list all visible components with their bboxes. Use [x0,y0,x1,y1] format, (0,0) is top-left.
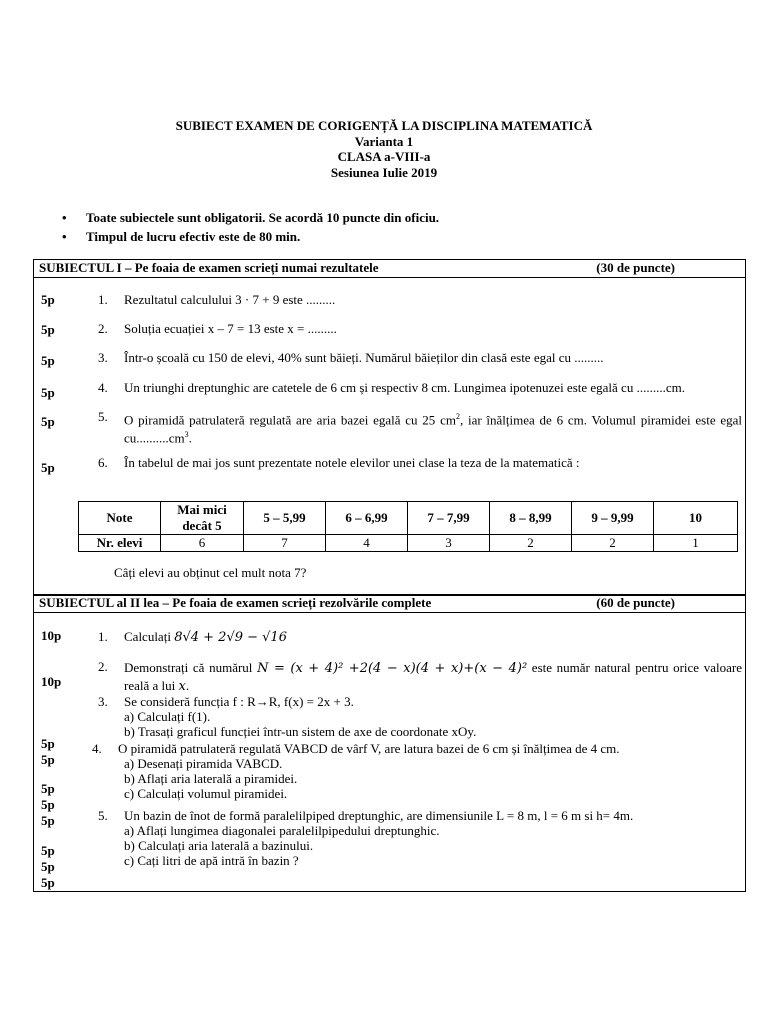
question-1: 1. Rezultatul calculului 3 · 7 + 9 este ......... [98,292,336,307]
item-points: 5p [41,843,55,858]
item-points: 10p [41,628,62,643]
item-points: 5p [41,797,55,812]
table-header: Mai mici decât 5 [161,502,244,535]
section-1 [33,259,746,596]
section-2-title-bar [34,595,745,613]
problem-4: 4. O piramidă patrulateră regulată VABCD de vârf V, are latura bazei de 6 cm și înălțimea de 4 cm. a) Desenați piramida VABCD. b) Aflați aria laterală a piramidei. c) Calculați volumul piramidei. [92,741,620,801]
item-points: 5p [41,292,55,307]
question-5: 5. O piramidă patrulateră regulată are aria bazei egală cu 25 $cm^2$, iar înălțimea de 6 cm. Volumul piramidei este egal $cu..........cm^3$. [98,409,742,446]
exam-title: SUBIECT EXAMEN DE CORIGENȚĂ LA DISCIPLINA MATEMATICĂ [175,118,593,133]
section-1-title-bar [34,260,745,278]
grades-table [78,501,738,552]
item-points: 5p [41,859,55,874]
question-6: 6. În tabelul de mai jos sunt prezentate notele elevilor unei clase la teza de la matematică : [98,455,580,470]
exam-class: CLASA a-VIII-a [337,149,431,164]
exam-header [0,118,768,180]
exam-session: Sesiunea Iulie 2019 [330,164,438,180]
section-2-points: (60 de puncte) [596,595,675,610]
exam-variant: Varianta 1 [354,133,414,149]
item-points: 5p [41,781,55,796]
section-2-title: SUBIECTUL al II lea – Pe foaia de examen scrieți rezolvările complete [39,595,432,610]
item-points: 5p [41,385,55,400]
question-6-ask: Câți elevi au obținut cel mult nota 7? [114,565,307,580]
table-header: 9 – 9,99 [572,502,654,535]
item-points: 5p [41,736,55,751]
table-header: 6 – 6,99 [326,502,408,535]
item-points: 5p [41,353,55,368]
item-points: 5p [41,322,55,337]
item-points: 5p [41,460,55,475]
problem-3: 3. Se consideră funcția f : R→R, f(x) = 2x + 3. a) Calculați f(1). b) Trasați graficul funcției într-un sistem de axe de coordonate xOy. [98,694,477,739]
instruction-item: • Toate subiectele sunt obligatorii. Se acordă 10 puncte din oficiu. [62,210,440,225]
table-cell: 7 [244,535,326,552]
instruction-item: • Timpul de lucru efectiv este de 80 min. [62,229,301,244]
item-points: 5p [41,813,55,828]
item-points: 5p [41,752,55,767]
question-3: 3. Într-o școală cu 150 de elevi, 40% sunt băieți. Numărul băieților din clasă este egal cu ......... [98,350,604,365]
item-points: 10p [41,674,62,689]
instructions [62,210,439,248]
table-cell: Nr. elevi [79,535,161,552]
formula: N = (x + 4)² +2(4 − x)(4 + x)+(x − 4)² [257,661,528,676]
table-cell: 1 [654,535,738,552]
table-cell: 3 [408,535,490,552]
table-cell: 2 [572,535,654,552]
problem-5: 5. Un bazin de înot de formă paralelilpiped dreptunghic, are dimensiunile L = 8 m, l = 6 m si h= 4m. a) Aflați lungimea diagonalei paralelilpipedului dreptunghic. b) Calculați aria laterală a bazinului. c) Cați litri de apă intră în bazin ? [98,808,634,868]
question-2: 2. Soluția ecuației x – 7 = 13 este x = ......... [98,321,337,336]
table-header: 5 – 5,99 [244,502,326,535]
problem-2: 2. Demonstrați că numărul N = (x + 4)² +2(4 − x)(4 + x)+(x − 4)² este număr natural pentru orice valoare reală a lui x. [98,659,742,694]
table-header: Note [79,502,161,535]
problem-1: 1. Calculați 8√4 + 2√9 − √16 [98,629,287,645]
item-points: 5p [41,875,55,890]
table-cell: 6 [161,535,244,552]
bullet-icon: • [62,229,67,244]
section-1-points: (30 de puncte) [596,260,675,275]
table-cell: 4 [326,535,408,552]
section-1-title: SUBIECTUL I – Pe foaia de examen scrieți numai rezultatele [39,260,379,275]
question-4: 4. Un triunghi dreptunghic are catetele de 6 cm și respectiv 8 cm. Lungimea ipotenuzei este egală cu .........cm. [98,380,685,395]
table-header: 7 – 7,99 [408,502,490,535]
table-cell: 2 [490,535,572,552]
table-header: 8 – 8,99 [490,502,572,535]
table-header: 10 [654,502,738,535]
section-2 [33,594,746,892]
bullet-icon: • [62,210,67,225]
item-points: 5p [41,414,55,429]
formula: 8√4 + 2√9 − √16 [174,630,287,645]
